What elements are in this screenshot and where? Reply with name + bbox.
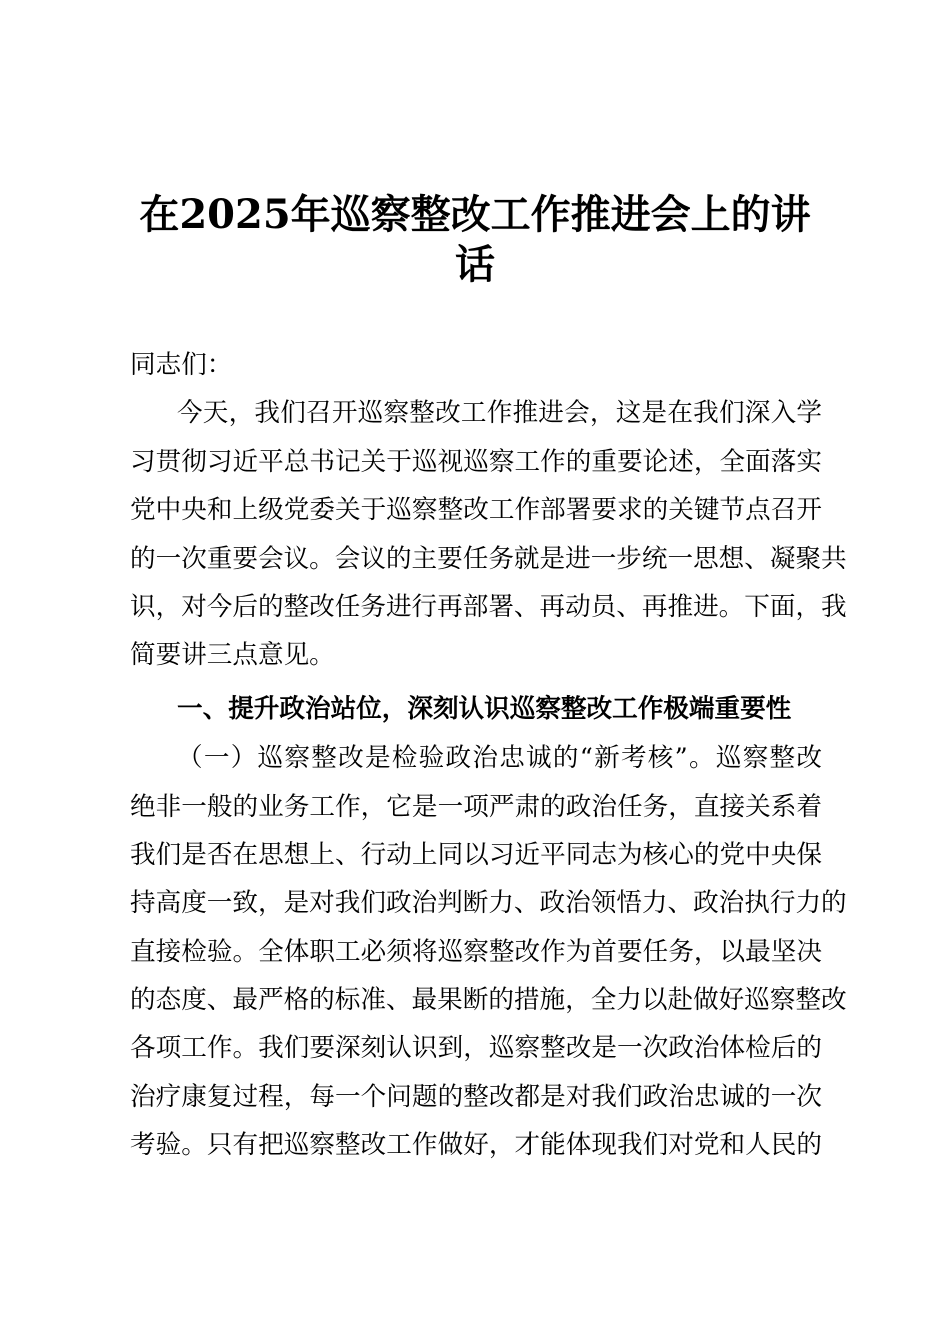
text-line: 持高度一致，是对我们政治判断力、政治领悟力、政治执行力的: [130, 888, 847, 919]
intro-paragraph: [130, 389, 847, 679]
section-heading: 一、提升政治站位，深刻认识巡察整改工作极端重要性: [177, 693, 792, 724]
section-1-paragraph: [130, 734, 847, 1170]
text-line: 治疗康复过程，每一个问题的整改都是对我们政治忠诚的一次: [130, 1081, 822, 1112]
text-line: 绝非一般的业务工作，它是一项严肃的政治任务，直接关系着: [130, 791, 822, 822]
text-line: 今天，我们召开巡察整改工作推进会，这是在我们深入学: [177, 398, 822, 429]
text-line: 我们是否在思想上、行动上同以习近平同志为核心的党中央保: [130, 839, 822, 870]
text-line: 简要讲三点意见。: [130, 640, 335, 671]
text-line: 的态度、最严格的标准、最果断的措施，全力以赴做好巡察整改: [130, 985, 847, 1016]
text-line: 各项工作。我们要深刻认识到，巡察整改是一次政治体检后的: [130, 1033, 822, 1064]
text-line: （一）巡察整改是检验政治忠诚的“新考核”。巡察整改: [177, 743, 822, 774]
text-line: 习贯彻习近平总书记关于巡视巡察工作的重要论述，全面落实: [130, 446, 822, 477]
text-line: 考验。只有把巡察整改工作做好，才能体现我们对党和人民的: [130, 1130, 822, 1161]
text-line: 识，对今后的整改任务进行再部署、再动员、再推进。下面，我: [130, 591, 847, 622]
document-body: [130, 341, 847, 1170]
salutation: 同志们：: [130, 350, 233, 380]
document-title-line-2: 话: [455, 241, 495, 288]
text-line: 直接检验。全体职工必须将巡察整改作为首要任务，以最坚决: [130, 936, 822, 967]
text-line: 党中央和上级党委关于巡察整改工作部署要求的关键节点召开: [130, 495, 822, 526]
document-title-line-1: 在2025年巡察整改工作推进会上的讲: [139, 191, 811, 238]
text-line: 的一次重要会议。会议的主要任务就是进一步统一思想、凝聚共: [130, 543, 847, 574]
